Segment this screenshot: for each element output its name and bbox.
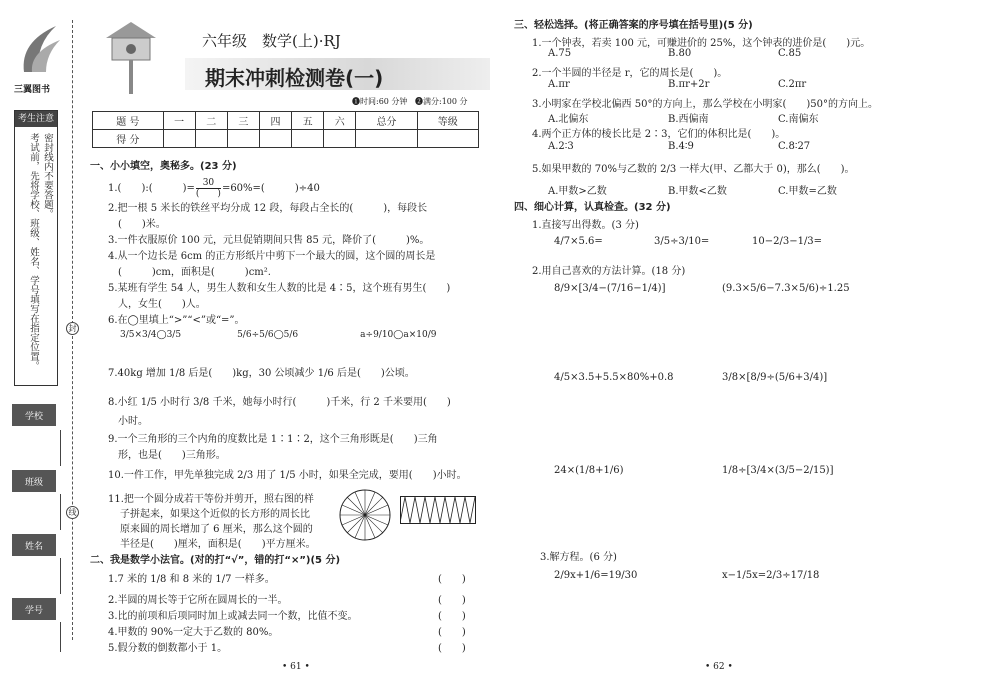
- s3-q2-option[interactable]: A.πr: [548, 79, 570, 90]
- number-label: 学号: [12, 598, 56, 620]
- score-header: 总分: [356, 112, 417, 130]
- class-label: 班级: [12, 470, 56, 492]
- school-fill-line[interactable]: [60, 430, 61, 466]
- section-1-title: 一、小小填空，奥秘多。(23 分): [90, 161, 237, 172]
- s1-q7: 7.40kg 增加 1/8 后是( )kg，30 公顷减少 1/6 后是( )公顷。: [108, 368, 415, 379]
- s3-q1-option[interactable]: B.80: [668, 48, 692, 59]
- score-cell[interactable]: [195, 130, 227, 148]
- s4-expression: 3/8×[8/9÷(5/6+3/4)]: [722, 372, 828, 383]
- answer-paren[interactable]: ( ): [438, 574, 466, 585]
- divided-circle-figure: [338, 488, 392, 542]
- s1-q6-compare-row: 3/5×3/4◯3/5 5/6÷5/6◯5/6 a÷9/10◯a×10/9: [120, 330, 437, 340]
- page-number-left: • 61 •: [282, 662, 310, 672]
- score-cell[interactable]: [356, 130, 417, 148]
- name-fill-line[interactable]: [60, 558, 61, 594]
- exam-title: 期末冲刺检测卷(一): [205, 66, 384, 90]
- notice-item-2: 考试前，先将学校、班级、姓名、学号填写在指定位置。: [28, 133, 39, 371]
- score-header: 二: [195, 112, 227, 130]
- s3-q4-option[interactable]: B.4∶9: [668, 141, 694, 152]
- section-3-title: 三、轻松选择。(将正确答案的序号填在括号里)(5 分): [514, 20, 753, 31]
- score-cell[interactable]: [163, 130, 195, 148]
- s1-q1-frac: [196, 178, 221, 199]
- answer-paren[interactable]: ( ): [438, 643, 466, 654]
- s4-part-2: 2.用自己喜欢的方法计算。(18 分): [532, 266, 686, 277]
- score-header: 六: [324, 112, 356, 130]
- s3-q4-option[interactable]: A.2∶3: [548, 141, 574, 152]
- frac-den: ( ): [195, 189, 221, 199]
- s4-direct-calc: 4/7×5.6=: [554, 236, 603, 247]
- s3-q2: 2.一个半圆的半径是 r，它的周长是( )。: [532, 68, 728, 79]
- s1-q2-cont: ( )米。: [118, 219, 166, 230]
- s3-q1: 1.一个钟表，若卖 100 元，可赚进价的 25%，这个钟表的进价是( )元。: [532, 38, 871, 49]
- score-row-label: 得 分: [93, 130, 164, 148]
- s4-expression: (9.3×5/6−7.3×5/6)÷1.25: [722, 283, 850, 294]
- score-table: [92, 111, 479, 148]
- score-header: 五: [292, 112, 324, 130]
- s2-item: 5.假分数的倒数都小于 1。: [108, 643, 228, 654]
- name-label: 姓名: [12, 534, 56, 556]
- s4-direct-calc: 10−2/3−1/3=: [752, 236, 823, 247]
- s4-direct-calc: 3/5÷3/10=: [654, 236, 710, 247]
- s4-part-3: 3.解方程。(6 分): [540, 552, 617, 563]
- s1-q1-b: =60%=( )÷40: [221, 183, 320, 194]
- s4-equation: x−1/5x=2/3÷17/18: [722, 570, 820, 581]
- s2-item: 4.甲数的 90%一定大于乙数的 80%。: [108, 627, 279, 638]
- brand-logo-icon: [16, 22, 62, 78]
- s3-q3-option[interactable]: B.西偏南: [668, 114, 709, 125]
- grade-subject: 六年级 数学(上)·RJ: [202, 32, 341, 50]
- s4-expression: 8/9×[3/4−(7/16−1/4)]: [554, 283, 666, 294]
- s2-item: 1.7 米的 1/8 和 8 米的 1/7 一样多。: [108, 574, 275, 585]
- s1-q11-line3: 原来圆的周长增加了 6 厘米，那么这个圆的: [120, 524, 313, 535]
- birdhouse-illustration: [96, 18, 166, 96]
- score-cell[interactable]: [259, 130, 291, 148]
- s3-q2-option[interactable]: C.2πr: [778, 79, 807, 90]
- s3-q2-option[interactable]: B.πr+2r: [668, 79, 710, 90]
- s1-q9-cont: 形，也是( )三角形。: [118, 450, 226, 461]
- s2-item: 2.半圆的周长等于它所在圆周长的一半。: [108, 595, 288, 606]
- score-cell[interactable]: [417, 130, 478, 148]
- number-fill-line[interactable]: [60, 622, 61, 652]
- exam-full-score: ❷满分:100 分: [415, 97, 468, 106]
- s3-q5: 5.如果甲数的 70%与乙数的 2/3 一样大(甲、乙都大于 0)，那么( )。: [532, 164, 855, 175]
- s1-q1: [108, 178, 320, 199]
- notice-title: 考生注意: [15, 111, 57, 127]
- section-2-title: 二、我是数学小法官。(对的打“√”，错的打“×”)(5 分): [90, 555, 341, 566]
- score-cell[interactable]: [292, 130, 324, 148]
- s1-q6: 6.在◯里填上“>”“<”或“=”。: [108, 315, 245, 326]
- s3-q3-option[interactable]: C.南偏东: [778, 114, 819, 125]
- s4-expression: 4/5×3.5+5.5×80%+0.8: [554, 372, 674, 383]
- s3-q4-option[interactable]: C.8∶27: [778, 141, 811, 152]
- s3-q1-option[interactable]: A.75: [548, 48, 572, 59]
- s3-q4: 4.两个正方体的棱长比是 2∶3，它们的体积比是( )。: [532, 129, 786, 140]
- seal-mark-2: 线: [66, 506, 79, 519]
- s2-item: 3.比的前项和后项同时加上或减去同一个数，比值不变。: [108, 611, 358, 622]
- s3-q1-option[interactable]: C.85: [778, 48, 802, 59]
- notice-item-1: 密封线内不要答题。: [42, 133, 53, 219]
- page-number-right: • 62 •: [705, 662, 733, 672]
- rearranged-rectangle-figure: [400, 496, 476, 524]
- s4-expression: 1/8÷[3/4×(3/5−2/15)]: [722, 465, 834, 476]
- s1-q3: 3.一件衣服原价 100 元，元旦促销期间只售 85 元，降价了( )%。: [108, 235, 430, 246]
- class-fill-line[interactable]: [60, 494, 61, 530]
- score-header: 一: [163, 112, 195, 130]
- score-header: 三: [227, 112, 259, 130]
- brand-name: 三翼图书: [14, 85, 51, 95]
- score-cell[interactable]: [227, 130, 259, 148]
- s4-equation: 2/9x+1/6=19/30: [554, 570, 638, 581]
- s1-q4: 4.从一个边长是 6cm 的正方形纸片中剪下一个最大的圆，这个圆的周长是: [108, 251, 436, 262]
- s3-q3-option[interactable]: A.北偏东: [548, 114, 589, 125]
- s1-q4-cont: ( )cm，面积是( )cm².: [118, 267, 271, 278]
- s1-q5-cont: 人，女生( )人。: [118, 299, 206, 310]
- s1-q5: 5.某班有学生 54 人，男生人数和女生人数的比是 4∶5，这个班有男生( ): [108, 283, 451, 294]
- s1-q2: 2.把一根 5 米长的铁丝平均分成 12 段，每段占全长的( )，每段长: [108, 203, 428, 214]
- binding-sidebar: [0, 0, 80, 683]
- answer-paren[interactable]: ( ): [438, 611, 466, 622]
- score-header: 四: [259, 112, 291, 130]
- seal-mark-1: 封: [66, 322, 79, 335]
- s3-q3: 3.小明家在学校北偏西 50°的方向上，那么学校在小明家( )50°的方向上。: [532, 99, 878, 110]
- s3-q5-option[interactable]: A.甲数>乙数: [548, 186, 607, 197]
- school-label: 学校: [12, 404, 56, 426]
- frac-num: 30: [196, 178, 221, 189]
- s3-q5-option[interactable]: C.甲数=乙数: [778, 186, 837, 197]
- s1-q11-line2: 子拼起来，如果这个近似的长方形的周长比: [120, 509, 310, 520]
- s1-q11-line4: 半径是( )厘米，面积是( )平方厘米。: [120, 539, 316, 550]
- section-4-title: 四、细心计算，认真检查。(32 分): [514, 202, 671, 213]
- s1-q11-line1: 11.把一个圆分成若干等份并剪开，照右图的样: [108, 494, 314, 505]
- exam-time: ❶时间:60 分钟: [352, 97, 408, 106]
- s1-q1-a: 1.( ):( )=: [108, 183, 195, 194]
- s1-q10: 10.一件工作，甲先单独完成 2/3 用了 1/5 小时，如果全完成，要用( )小时。: [108, 470, 467, 481]
- score-cell[interactable]: [324, 130, 356, 148]
- s3-q5-option[interactable]: B.甲数<乙数: [668, 186, 727, 197]
- exam-notice: [14, 110, 58, 386]
- s4-expression: 24×(1/8+1/6): [554, 465, 624, 476]
- answer-paren[interactable]: ( ): [438, 595, 466, 606]
- score-header: 等级: [417, 112, 478, 130]
- answer-paren[interactable]: ( ): [438, 627, 466, 638]
- score-header: 题 号: [93, 112, 164, 130]
- s4-part-1: 1.直接写出得数。(3 分): [532, 220, 639, 231]
- s1-q8: 8.小红 1/5 小时行 3/8 千米，她每小时行( )千米，行 2 千米要用( ): [108, 397, 451, 408]
- s1-q8-cont: 小时。: [118, 416, 148, 427]
- s1-q9: 9.一个三角形的三个内角的度数比是 1∶1∶2，这个三角形既是( )三角: [108, 434, 438, 445]
